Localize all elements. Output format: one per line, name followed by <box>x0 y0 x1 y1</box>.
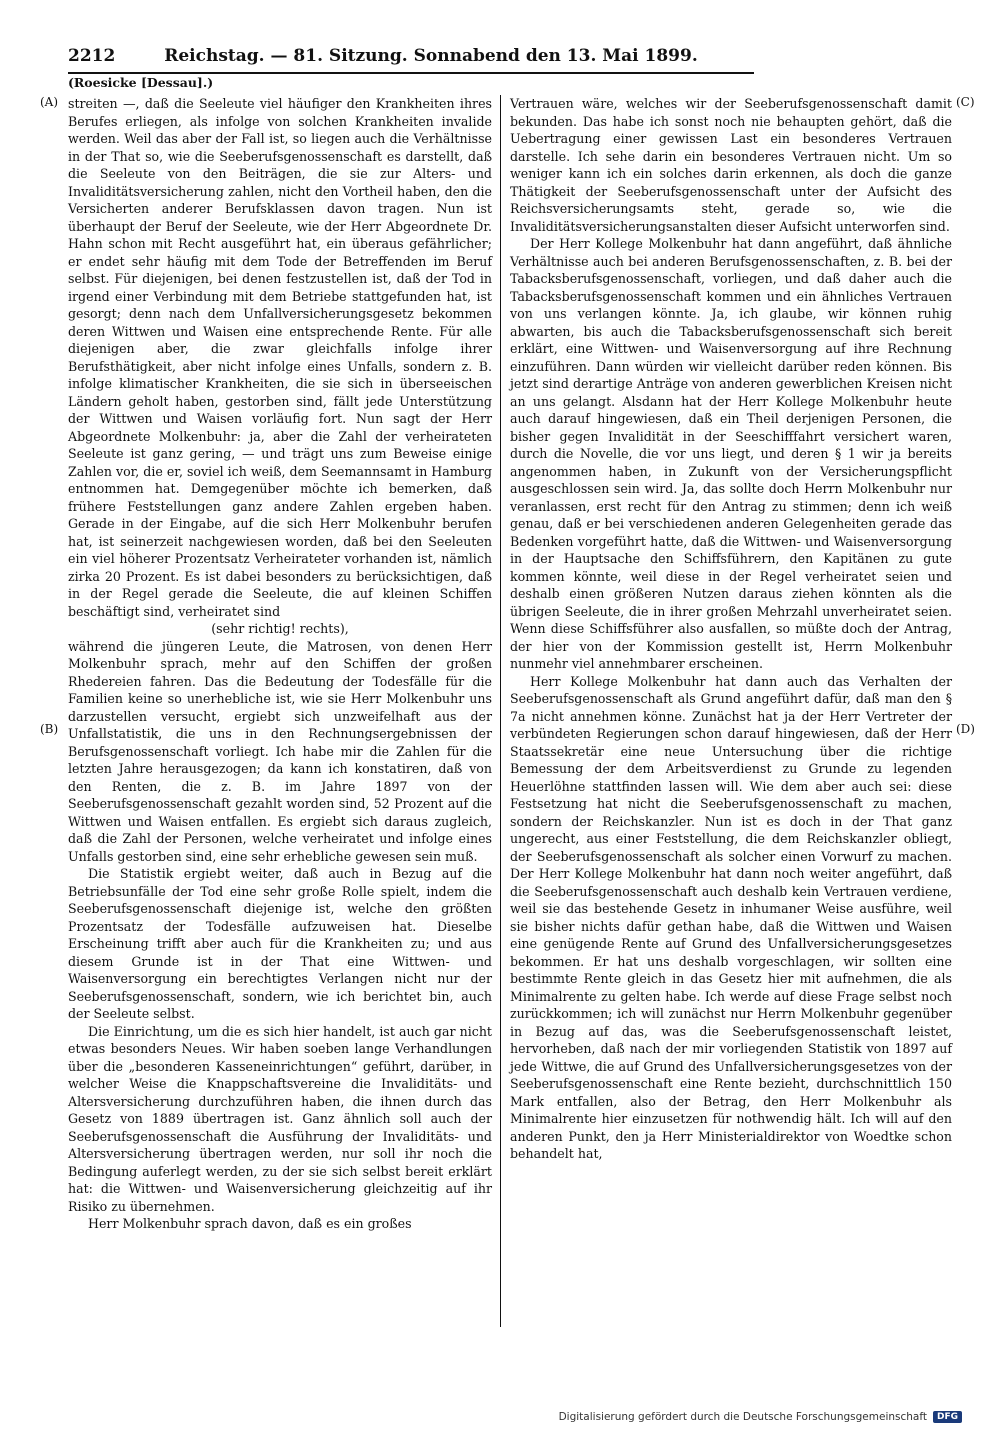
left-paragraph-4: Die Einrichtung, um die es sich hier handelt, ist auch gar nicht etwas besonders Neues. Wir haben soeben lange Verhandlungen über die „besonderen Kasseneinrichtungen“ geführt, darüber, in welcher Weise die Knappschaftsvereine die Invaliditäts- und Altersversicherung durchzuführen haben, die ihnen durch das Gesetz von 1889 übertragen ist. Ganz ähnlich soll auch der Seeberufsgenossenschaft die Ausführung der Invaliditäts- und Altersversicherung übertragen werden, nur soll ihr noch die Bedingung auferlegt werden, zu der sie sich selbst bereit erklärt hat: die Wittwen- und Waisenversicherung gleichzeitig auf ihr Risiko zu übernehmen. <box>68 1023 492 1214</box>
footer-credit: Digitalisierung gefördert durch die Deutsche Forschungsgemeinschaft <box>558 1411 927 1423</box>
right-paragraph-2: Der Herr Kollege Molkenbuhr hat dann angeführt, daß ähnliche Verhältnisse auch bei anderen Berufsgenossenschaften, z. B. bei der Tabacksberufsgenossenschaft, vorliegen, und daß daher auch die Tabacksberufsgenossenschaft kommen und ein ähnliches Vertrauen von uns verlangen könnte. Ja, ich glaube, wir können ruhig abwarten, bis auch die Tabacksberufsgenossenschaft sich bereit erklärt, eine Wittwen- und Waisenversorgung auf ihre Rechnung einzuführen. Dann würden wir vielleicht darüber reden können. Bis jetzt sind derartige Anträge von anderen gewerblichen Kreisen nicht an uns gelangt. Alsdann hat der Herr Kollege Molkenbuhr heute auch darauf hingewiesen, daß ein Theil derjenigen Personen, die bisher gegen Invalidität in der Seeschifffahrt versichert waren, durch die Novelle, die vor uns liegt, und deren § 1 wir ja bereits angenommen haben, in Zukunft von der Versicherungspflicht ausgeschlossen sein wird. Ja, das sollte doch Herrn Molkenbuhr nur veranlassen, erst recht für den Antrag zu stimmen; denn ich weiß genau, daß er bei verschiedenen anderen Gelegenheiten gerade das Bedenken vorgeführt hatte, daß die Wittwen- und Waisenversorgung in der Hauptsache den Schiffsführern, den Kapitänen zu gute kommen könnte, weil diese in der Regel verheiratet seien und deshalb einen größeren Nutzen daraus ziehen könnten als die übrigen Seeleute, die in ihrer großen Mehrzahl unverheiratet seien. Wenn diese Schiffsführer also ausfallen, so müßte doch der Antrag, der hier von der Kommission gestellt ist, Herrn Molkenbuhr nunmehr viel annehmbarer erscheinen. <box>510 236 952 671</box>
margin-mark-b: (B) <box>40 722 59 736</box>
margin-mark-d: (D) <box>956 722 975 736</box>
footer <box>559 1411 962 1423</box>
margin-mark-c: (C) <box>956 95 975 109</box>
margin-mark-a: (A) <box>40 95 59 109</box>
page-number: 2212 <box>68 46 116 66</box>
right-paragraph-3: Herr Kollege Molkenbuhr hat dann auch das Verhalten der Seeberufsgenossenschaft als Grund angeführt dafür, daß man den § 7a nicht annehmen könne. Zunächst hat ja der Herr Vertreter der verbündeten Regierungen schon darauf hingewiesen, daß der Herr Staatssekretär eine neue Untersuchung über die richtige Bemessung der dem Arbeitsverdienst zu Grunde zu legenden Heuerlöhne stattfinden lassen will. Wie dem aber auch sei: diese Festsetzung hat nicht die Seeberufsgenossenschaft zu machen, sondern der Reichskanzler. Nun ist es doch in der That ganz ungerecht, aus einer Feststellung, die dem Reichskanzler obliegt, der Seeberufsgenossenschaft als solcher einen Vorwurf zu machen. Der Herr Kollege Molkenbuhr hat dann noch weiter angeführt, daß die Seeberufsgenossenschaft auch deshalb kein Vertrauen verdiene, weil sie das bestehende Gesetz in inhumaner Weise ausführe, weil sie bisher nichts dafür gethan habe, daß die Wittwen und Waisen eine genügende Rente auf Grund des Unfallversicherungsgesetzes bekommen. Er hat uns deshalb vorgeschlagen, wir sollten eine bestimmte Rente gleich in das Gesetz hier mit aufnehmen, die als Minimalrente zu gelten habe. Ich werde auf diese Frage selbst noch zurückkommen; ich will zunächst nur Herrn Molkenbuhr gegenüber in Bezug auf das, was die Seeberufsgenossenschaft leistet, hervorheben, daß nach der mir vorliegenden Statistik von 1897 auf jede Wittwe, die auf Grund des Unfallversicherungsgesetzes von der Seeberufsgenossenschaft eine Rente bezieht, durchschnittlich 150 Mark entfallen, also der Betrag, den Herr Molkenbuhr als Minimalrente hier einzusetzen für nothwendig hält. Ich will auf den anderen Punkt, den ja Herr Ministerialdirektor von Woedtke schon behandelt hat, <box>510 673 952 1161</box>
speaker-label: (Roesicke [Dessau].) <box>68 75 214 90</box>
column-divider <box>500 95 501 1327</box>
left-column <box>68 95 492 1233</box>
right-column <box>510 95 952 1163</box>
interjection: (sehr richtig! rechts), <box>211 621 349 636</box>
page-header <box>68 44 754 74</box>
left-paragraph-1: streiten —, daß die Seeleute viel häufiger den Krankheiten ihres Berufes erliegen, als infolge von solchen Krankheiten invalide werden. Weil das aber der Fall ist, so liegen auch die Verhältnisse in der That so, wie die Seeberufsgenossenschaft es darstellt, daß die Seeleute von den Beiträgen, die sie zur Alters- und Invaliditätsversicherung zahlen, nicht den Vortheil haben, den die Versicherten anderer Berufsklassen davon tragen. Nun ist überhaupt der Beruf der Seeleute, wie der Herr Abgeordnete Dr. Hahn schon mit Recht ausgeführt hat, ein überaus gefährlicher; er endet sehr häufig mit dem Tode der Betreffenden im Beruf selbst. Für diejenigen, bei denen festzustellen ist, daß der Tod in irgend einer Verbindung mit dem Betriebe stattgefunden hat, ist gesorgt; denn nach dem Unfallversicherungsgesetz bekommen deren Wittwen und Waisen eine entsprechende Rente. Für alle diejenigen aber, die zwar gleichfalls infolge ihrer Berufsthätigkeit, aber nicht infolge eines Unfalls, sondern z. B. infolge klimatischer Krankheiten, die sie sich in überseeischen Ländern geholt haben, gestorben sind, fällt jede Unterstützung der Wittwen und Waisen vorläufig fort. Nun sagt der Herr Abgeordnete Molkenbuhr: ja, aber die Zahl der verheirateten Seeleute ist ganz gering, — und trägt uns zum Beweise einige Zahlen vor, die er, soviel ich weiß, dem Seemannsamt in Hamburg entnommen hat. Demgegenüber möchte ich bemerken, daß frühere Feststellungen ganz andere Zahlen ergeben haben. Gerade in der Eingabe, auf die sich Herr Molkenbuhr berufen hat, ist seinerzeit nachgewiesen worden, daß bei den Seeleuten ein viel höherer Prozentsatz Verheirateter vorhanden ist, nämlich zirka 20 Prozent. Es ist dabei besonders zu berücksichtigen, daß in der Regel gerade die Seeleute, die auf kleinen Schiffen beschäftigt sind, verheiratet sind <box>68 96 492 619</box>
dfg-logo: DFG <box>933 1411 962 1423</box>
left-paragraph-5: Herr Molkenbuhr sprach davon, daß es ein großes <box>88 1216 412 1231</box>
right-paragraph-1: Vertrauen wäre, welches wir der Seeberufsgenossenschaft damit bekunden. Das habe ich sonst noch nie behaupten gehört, daß die Uebertragung einer gewissen Last ein besonderes Vertrauen darstelle. Ich sehe darin ein besonderes Vertrauen nicht. Um so weniger kann ich ein solches darin erkennen, als doch die ganze Thätigkeit der Seeberufsgenossenschaft unter der Aufsicht des Reichsversicherungsamts steht, gerade so, wie die Invaliditätsversicherungsanstalten dieser Aufsicht unterworfen sind. <box>510 96 952 234</box>
left-paragraph-2: während die jüngeren Leute, die Matrosen, von denen Herr Molkenbuhr sprach, mehr auf den Schiffen der großen Rhedereien fahren. Das die Bedeutung der Todesfälle für die Familien keine so unerhebliche ist, wie sie Herr Molkenbuhr uns darzustellen versucht, ergiebt sich unzweifelhaft aus der Unfallstatistik, die uns in den Rechnungsergebnissen der Berufsgenossenschaft vorliegt. Ich habe mir die Zahlen für die letzten Jahre herausgezogen; da kann ich konstatiren, daß von den Renten, die z. B. im Jahre 1897 von der Seeberufsgenossenschaft gezahlt worden sind, 52 Prozent auf die Wittwen und Waisen entfallen. Es ergiebt sich daraus zugleich, daß die Zahl der Personen, welche verheiratet und infolge eines Unfalls gestorben sind, eine sehr erhebliche gewesen sein muß. <box>68 638 492 864</box>
page-title: Reichstag. — 81. Sitzung. Sonnabend den 13. Mai 1899. <box>164 46 698 66</box>
left-paragraph-3: Die Statistik ergiebt weiter, daß auch in Bezug auf die Betriebsunfälle der Tod eine sehr große Rolle spielt, indem die Seeberufsgenossenschaft diejenige ist, welche den größten Prozentsatz der Todesfälle aufzuweisen hat. Dieselbe Erscheinung trifft aber auch für die Krankheiten zu; und aus diesem Grunde ist in der That eine Wittwen- und Waisenversorgung ein berechtigtes Verlangen nicht nur der Seeberufsgenossenschaft, sondern, wie ich berichtet bin, auch der Seeleute selbst. <box>68 866 492 1021</box>
